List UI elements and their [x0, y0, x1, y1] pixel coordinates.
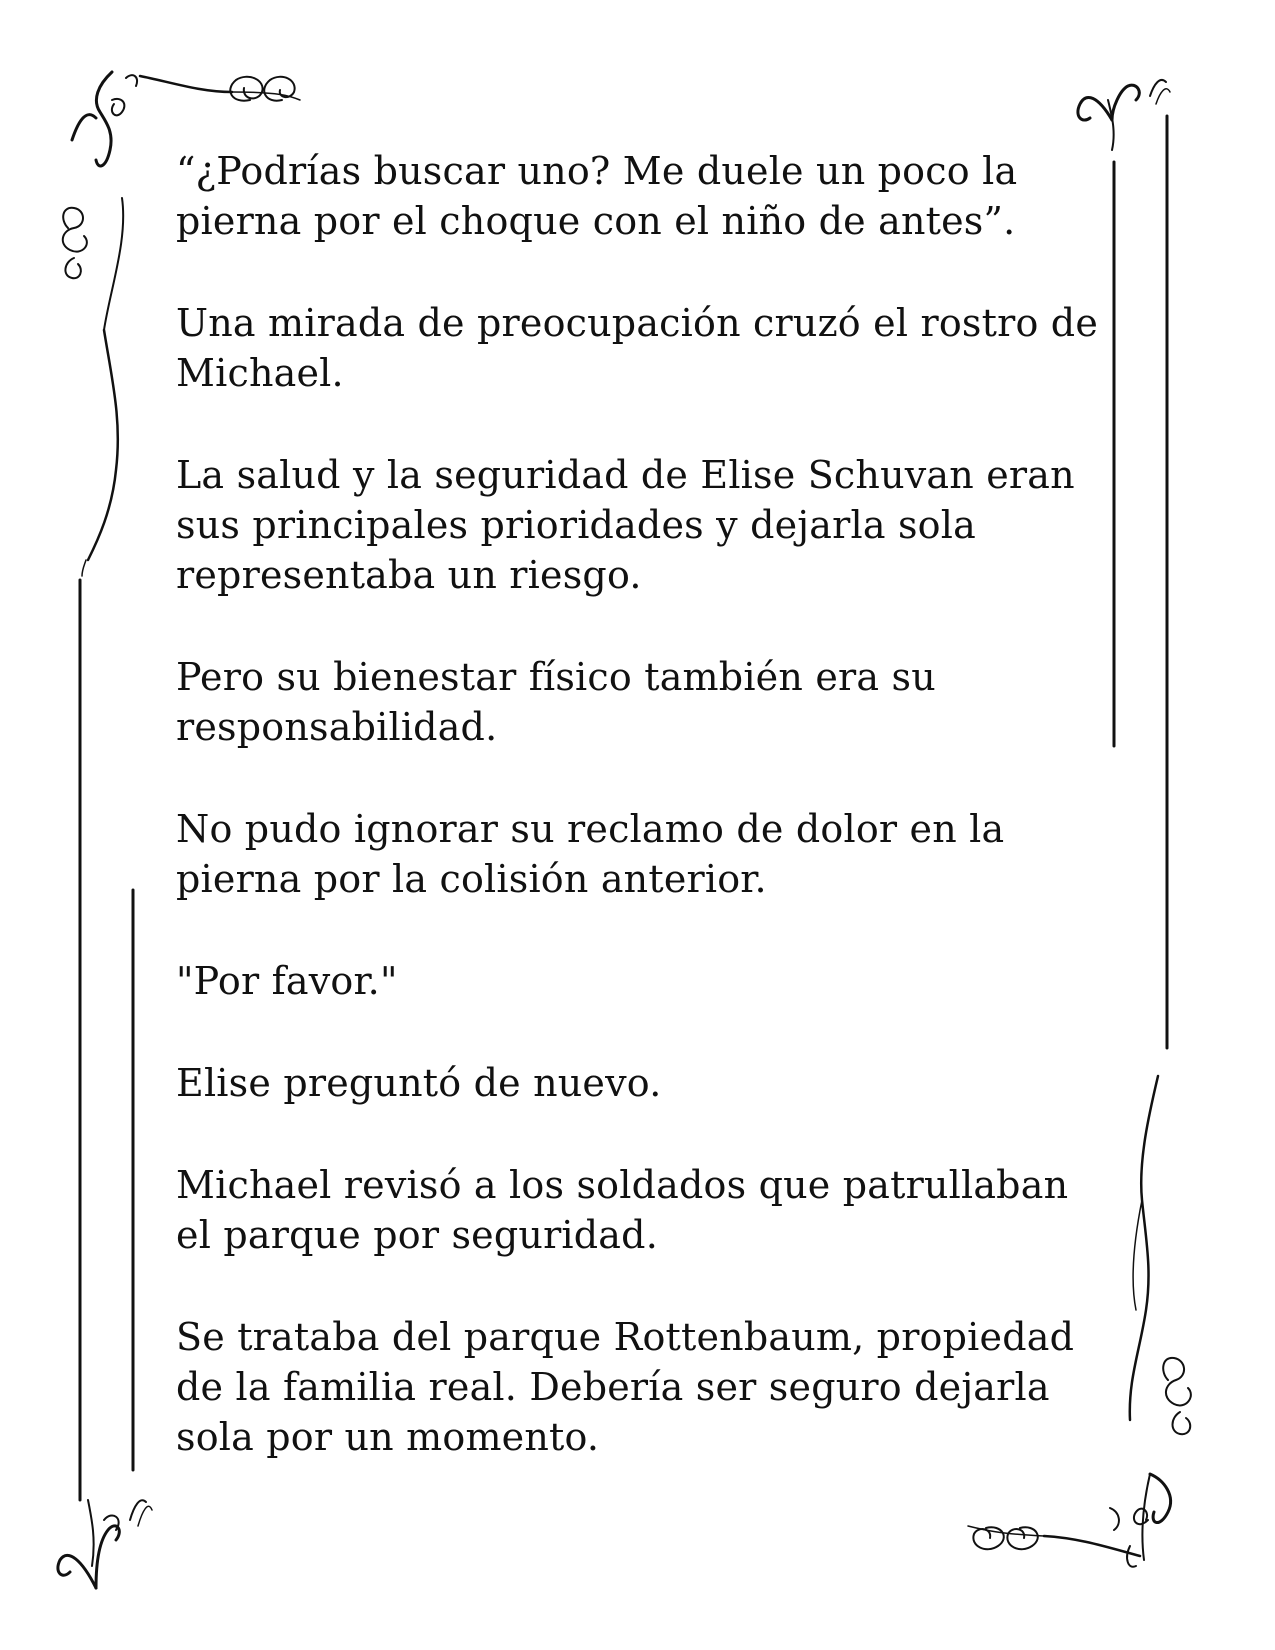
paragraph — [176, 804, 1096, 904]
paragraph — [176, 146, 1096, 246]
paragraph — [176, 1160, 1096, 1260]
text-line: “¿Podrías buscar uno? Me duele un poco la — [176, 149, 1018, 193]
body-text — [176, 146, 1099, 1514]
text-line: el parque por seguridad. — [176, 1213, 658, 1257]
text-line: No pudo ignorar su reclamo de dolor en la — [176, 807, 1005, 851]
text-line: pierna por la colisión anterior. — [176, 857, 767, 901]
text-line: sus principales prioridades y dejarla sola — [176, 503, 976, 547]
paragraph — [176, 1058, 1096, 1108]
text-line: Elise preguntó de nuevo. — [176, 1061, 662, 1105]
paragraph — [176, 298, 1099, 398]
text-line: Michael. — [176, 351, 344, 395]
text-line: Una mirada de preocupación cruzó el rostro de — [176, 301, 1099, 345]
text-line: Pero su bienestar físico también era su — [176, 655, 936, 699]
text-line: sola por un momento. — [176, 1415, 600, 1459]
paragraph — [176, 450, 1096, 600]
top-right-flourish — [1078, 80, 1170, 150]
text-line: pierna por el choque con el niño de antes”. — [176, 199, 1016, 243]
text-line: "Por favor." — [176, 959, 398, 1003]
text-line: representaba un riesgo. — [176, 553, 642, 597]
paragraph — [176, 652, 1096, 752]
text-line: de la familia real. Debería ser seguro dejarla — [176, 1365, 1050, 1409]
paragraph — [176, 956, 1096, 1006]
text-line: responsabilidad. — [176, 705, 498, 749]
text-line: Michael revisó a los soldados que patrullaban — [176, 1163, 1069, 1207]
text-line: La salud y la seguridad de Elise Schuvan eran — [176, 453, 1075, 497]
text-line: Se trataba del parque Rottenbaum, propiedad — [176, 1315, 1075, 1359]
bottom-left-flourish — [58, 1500, 152, 1588]
paragraph — [176, 1312, 1096, 1462]
